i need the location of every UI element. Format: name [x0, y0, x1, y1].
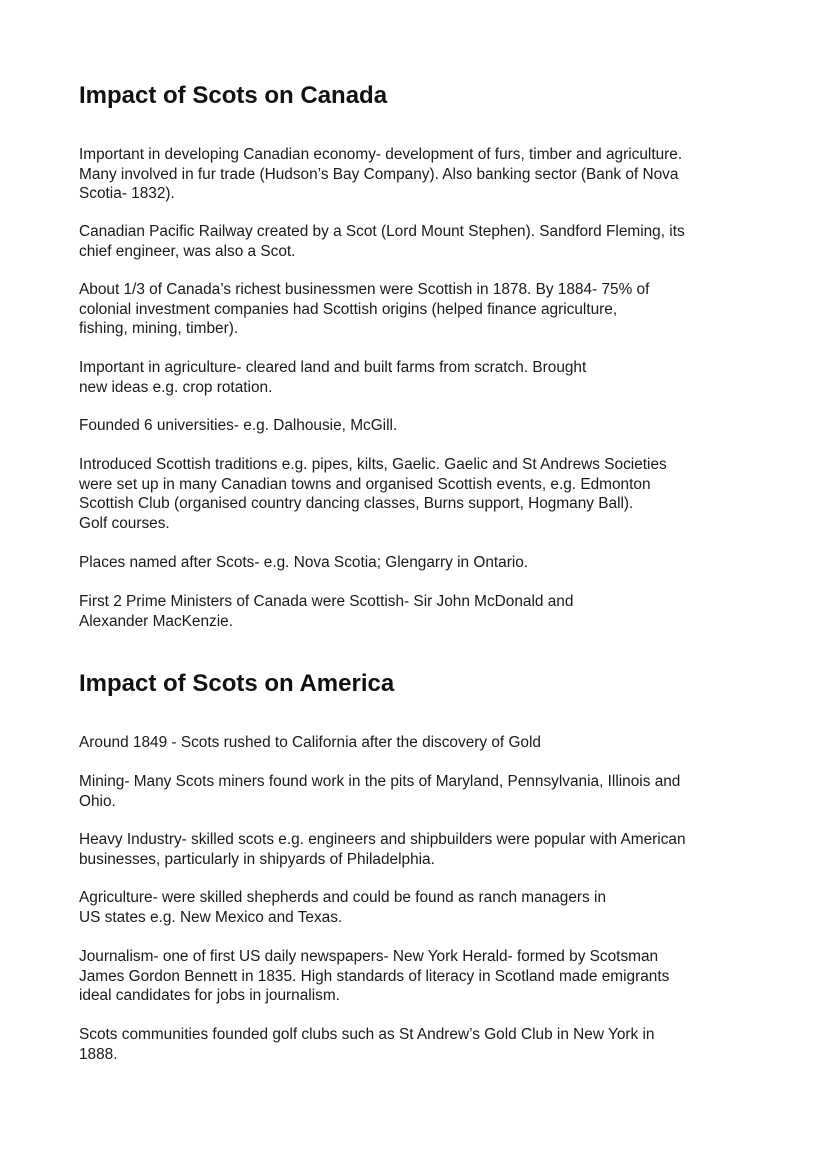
paragraph-canada-places: Places named after Scots- e.g. Nova Scotia; Glengarry in Ontario. — [79, 554, 529, 571]
paragraph-america-gold-rush: Around 1849 - Scots rushed to California after the discovery of Gold — [79, 734, 541, 751]
paragraph-canada-prime-ministers: First 2 Prime Ministers of Canada were Scottish- Sir John McDonald and Alexander MacKenzie. — [79, 593, 574, 630]
paragraph-canada-universities: Founded 6 universities- e.g. Dalhousie, McGill. — [79, 417, 398, 434]
section-heading-canada: Impact of Scots on Canada — [79, 82, 388, 109]
paragraph-canada-agriculture: Important in agriculture- cleared land and built farms from scratch. Brought new ideas e.g. crop rotation. — [79, 359, 587, 396]
section-heading-america: Impact of Scots on America — [79, 670, 395, 697]
paragraph-america-journalism: Journalism- one of first US daily newspapers- New York Herald- formed by Scotsman James Gordon Bennett in 1835. High standards of literacy in Scotland made emigrants ideal candidates for jobs in journalism. — [79, 948, 670, 1004]
paragraph-america-heavy-industry: Heavy Industry- skilled scots e.g. engineers and shipbuilders were popular with American businesses, particularly in shipyards of Philadelphia. — [79, 831, 686, 868]
paragraph-canada-businessmen: About 1/3 of Canada’s richest businessmen were Scottish in 1878. By 1884- 75% of colonial investment companies had Scottish origins (helped finance agriculture, fishing, mining, timber). — [79, 281, 650, 337]
paragraph-america-golf-clubs: Scots communities founded golf clubs such as St Andrew’s Gold Club in New York in 1888. — [79, 1026, 655, 1063]
paragraph-america-mining: Mining- Many Scots miners found work in the pits of Maryland, Pennsylvania, Illinois and Ohio. — [79, 773, 681, 810]
paragraph-canada-economy: Important in developing Canadian economy- development of furs, timber and agriculture. Many involved in fur trade (Hudson’s Bay Company). Also banking sector (Bank of Nova Scotia- 1832). — [79, 146, 683, 202]
paragraph-canada-traditions: Introduced Scottish traditions e.g. pipes, kilts, Gaelic. Gaelic and St Andrews Societies were set up in many Canadian towns and organised Scottish events, e.g. Edmonton Scottish Club (organised country dancing classes, Burns support, Hogmany Ball). Golf courses. — [79, 456, 667, 532]
paragraph-america-agriculture: Agriculture- were skilled shepherds and could be found as ranch managers in US states e.g. New Mexico and Texas. — [79, 889, 607, 926]
paragraph-canada-railway: Canadian Pacific Railway created by a Scot (Lord Mount Stephen). Sandford Fleming, its chief engineer, was also a Scot. — [79, 223, 685, 260]
